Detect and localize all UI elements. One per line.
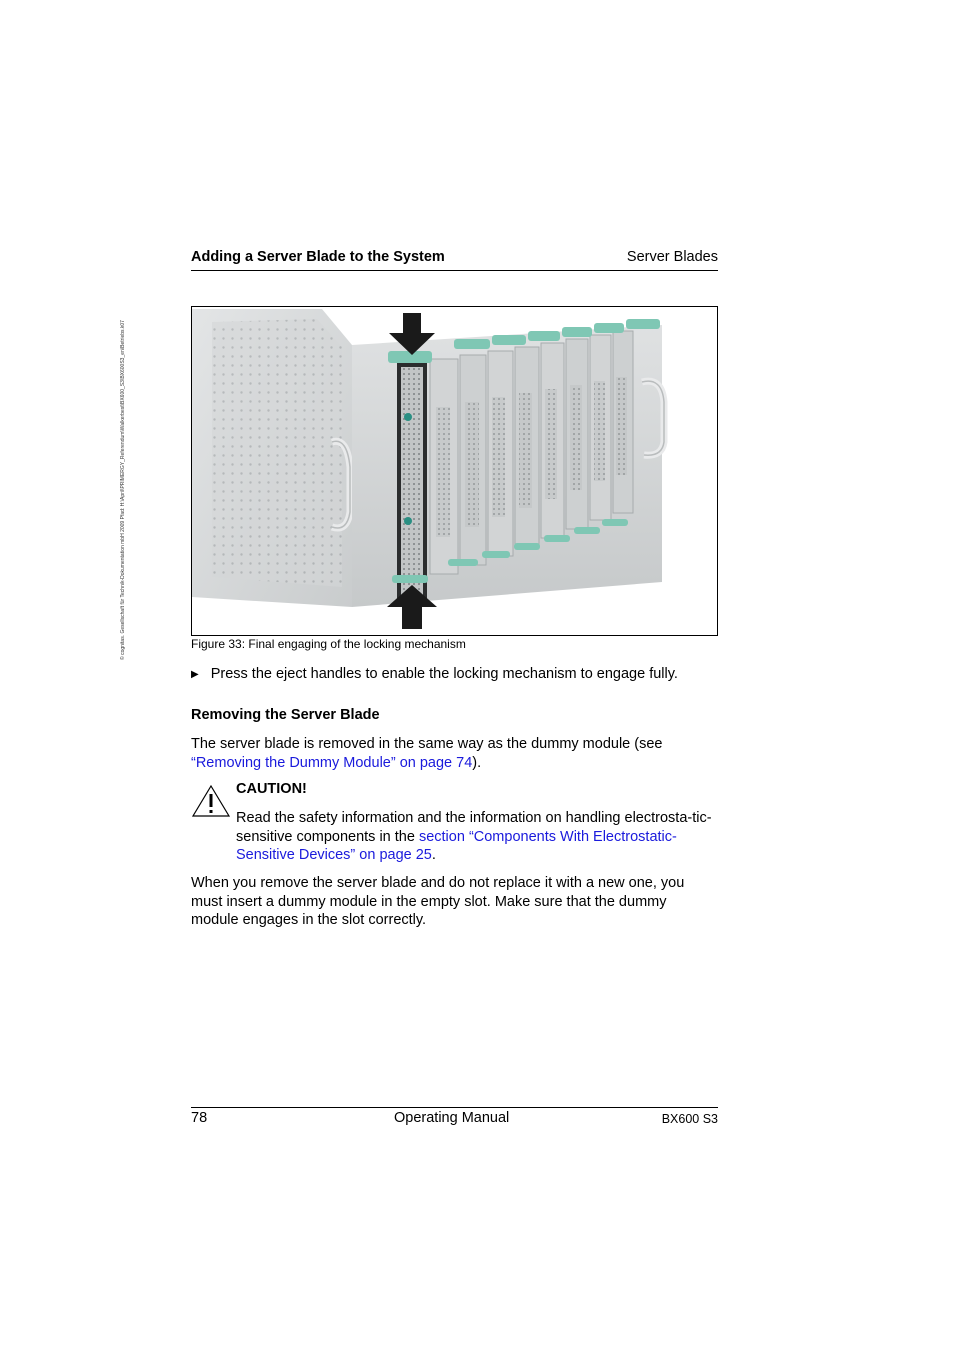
page-number: 78: [191, 1110, 208, 1126]
instruction-step-text: Press the eject handles to enable the locking mechanism to engage fully.: [210, 666, 678, 682]
caution-text: [236, 809, 720, 865]
section-heading: Removing the Server Blade: [191, 707, 380, 723]
right-triangle-bullet-icon: ▶: [191, 669, 199, 680]
footer-rule: [191, 1107, 718, 1108]
instruction-step: [191, 666, 678, 682]
caution-text-body: Read the safety information and the information on handling electrosta-tic-sensitive components in the: [236, 810, 712, 845]
warning-triangle-icon: [191, 784, 231, 818]
server-chassis-illustration: [192, 307, 717, 635]
side-margin-note: © cognitas. Gesellschaft für Technik-Dokumentation mbH 2009 Pfad: H:\April\PRIMERGY_Referendum\Walkerbest\BX600_S3\BX600S3_en\Betriebs.k07: [120, 320, 126, 660]
header-rule: [191, 270, 718, 271]
caution-text-end: .: [431, 847, 436, 863]
link-esd-section[interactable]: section “Components With Electrostatic-Sensitive Devices” on page 25: [236, 828, 677, 863]
footer-model: BX600 S3: [661, 1112, 718, 1126]
link-removing-dummy-module[interactable]: “Removing the Dummy Module” on page 74: [191, 754, 473, 771]
removing-intro-text-end: ).: [472, 754, 482, 771]
removing-intro-paragraph: [191, 735, 718, 772]
removing-intro-text: The server blade is removed in the same way as the dummy module (see: [191, 736, 663, 752]
closing-paragraph: When you remove the server blade and do not replace it with a new one, you must insert a dummy module in the empty slot. Make sure that the dummy module engages in the slot correctly.: [191, 875, 685, 928]
running-header-section: Adding a Server Blade to the System: [191, 249, 445, 265]
caution-title: CAUTION!: [236, 781, 307, 797]
footer-manual-title: Operating Manual: [394, 1110, 510, 1126]
running-header-chapter: Server Blades: [626, 249, 718, 265]
figure-server-blade-photo: [191, 306, 718, 636]
figure-caption: Figure 33: Final engaging of the locking mechanism: [191, 637, 466, 651]
